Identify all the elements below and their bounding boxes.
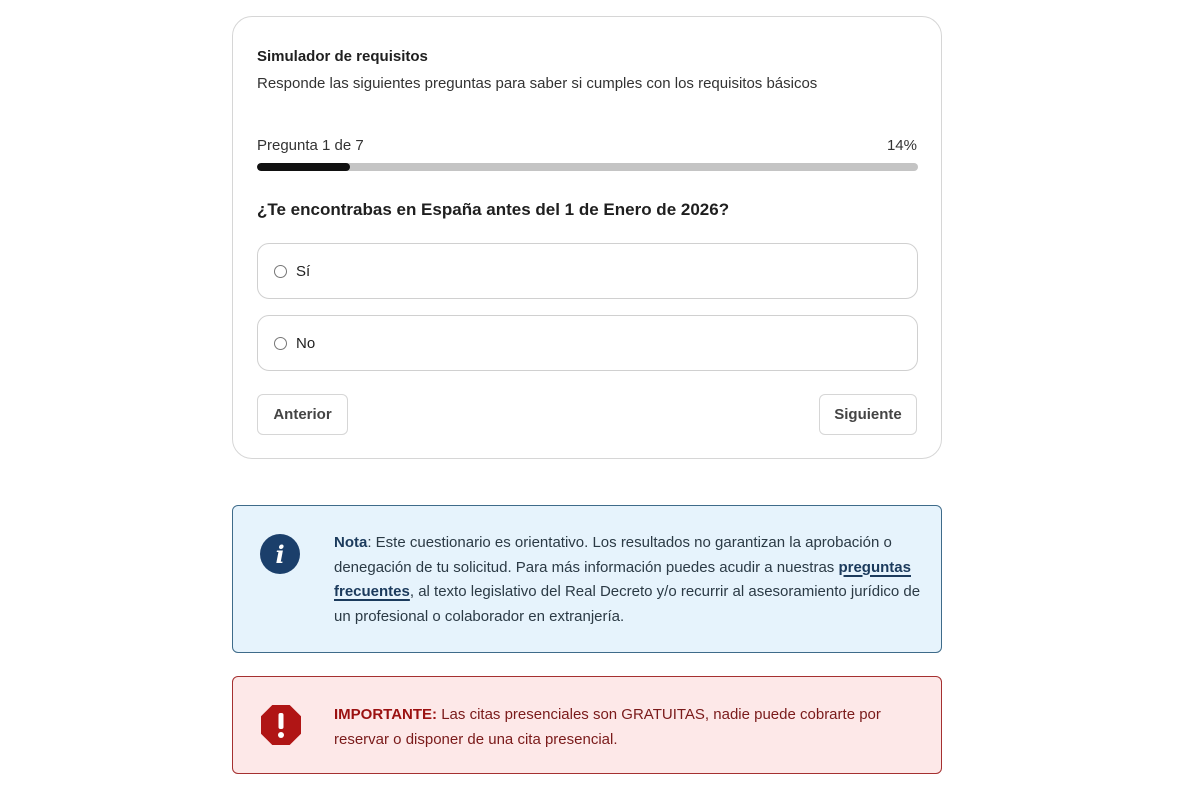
note-text-part-1: : Este cuestionario es orientativo. Los resultados no garantizan la aprobación o denegación de tu solicitud. Para más información puedes acudir a nuestras [334, 534, 892, 576]
important-message: Las citas presenciales son GRATUITAS, nadie puede cobrarte por reservar o disponer de una cita presencial. [334, 706, 881, 748]
radio-button-no[interactable] [274, 337, 287, 350]
note-text [334, 531, 924, 629]
faq-link[interactable]: preguntas frecuentes [334, 558, 911, 600]
important-text [334, 703, 924, 752]
warning-octagon-icon [260, 704, 302, 746]
note-label: Nota [334, 534, 368, 551]
progress-label: Pregunta 1 de 7 [257, 137, 364, 154]
simulator-subtitle: Responde las siguientes preguntas para saber si cumples con los requisitos básicos [257, 75, 818, 92]
next-button[interactable]: Siguiente [819, 394, 917, 435]
progress-bar [257, 163, 918, 171]
question-text: ¿Te encontrabas en España antes del 1 de Enero de 2026? [257, 200, 730, 219]
requirements-simulator-card [232, 16, 942, 459]
progress-bar-fill [257, 163, 350, 171]
option-si[interactable] [257, 243, 918, 299]
note-text-part-2: , al texto legislativo del Real Decreto y/o recurrir al asesoramiento jurídico de un profesional o colaborador en extranjería. [334, 583, 921, 625]
simulator-title: Simulador de requisitos [257, 48, 428, 65]
option-no[interactable] [257, 315, 918, 371]
radio-button-si[interactable] [274, 265, 287, 278]
option-label-no: No [296, 334, 316, 352]
progress-percent: 14% [886, 137, 917, 154]
option-label-si: Sí [296, 262, 311, 280]
info-icon: i [260, 534, 300, 574]
note-box [232, 505, 942, 653]
previous-button[interactable]: Anterior [257, 394, 348, 435]
important-label: IMPORTANTE: [334, 706, 438, 723]
important-box [232, 676, 942, 774]
